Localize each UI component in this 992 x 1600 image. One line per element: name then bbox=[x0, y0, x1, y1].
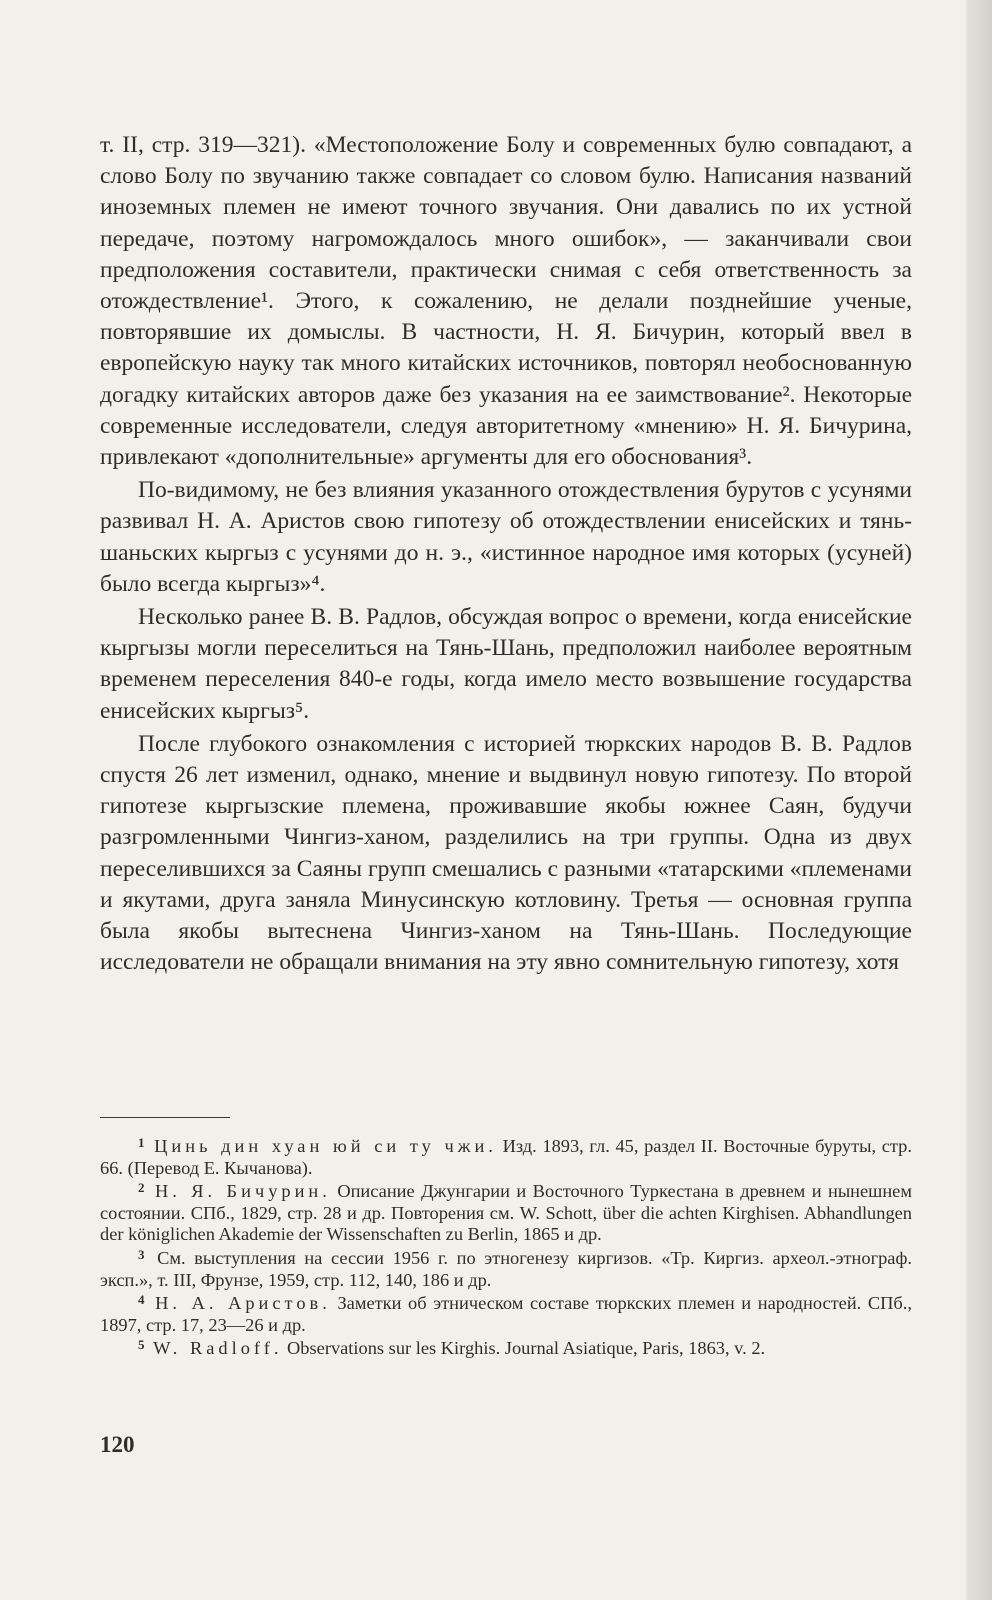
footnote-text: Описание Джунгарии и Восточного Туркестана в древнем и нынешнем состоянии. СПб., 1829, стр. 28 и др. Повторения см. W. Schott, über die achten Kirghisen. Abhandlungen der königlichen Akademie der Wissenschaften zu Berlin, 1865 и др. bbox=[100, 1181, 912, 1245]
page-edge-shadow bbox=[966, 0, 992, 1600]
main-text bbox=[100, 130, 912, 980]
footnote-1 bbox=[100, 1136, 912, 1179]
footnote-text: Observations sur les Kirghis. Journal Asiatique, Paris, 1863, v. 2. bbox=[287, 1338, 766, 1359]
footnote-author: Н. Я. Бичурин. bbox=[154, 1181, 331, 1202]
footnote-author: W. Radloff. bbox=[153, 1338, 283, 1359]
footnote-5 bbox=[100, 1338, 912, 1360]
footnote-number: 2 bbox=[138, 1180, 145, 1196]
paragraph-2: По-видимому, не без влияния указанного отождествления бурутов с усунями развивал Н. А. Аристов свою гипотезу об отождествлении енисейских и тянь-шаньских кыргыз с усунями до н. э., «истинное народное имя которых (усуней) было всегда кыргыз»⁴. bbox=[100, 477, 912, 597]
paragraph-1: т. II, стр. 319—321). «Местоположение Болу и современных булю совпадают, а слово Болу по звучанию также совпадает со словом булю. Написания названий иноземных племен не имеют точного звучания. Они давались по их устной передаче, поэтому нагромождалось много ошибок», — заканчивали свои предположения составители, практически снимая с себя ответственность за отождествление¹. Этого, к сожалению, не делали позднейшие ученые, повторявшие их домыслы. В частности, Н. Я. Бичурин, который ввел в европейскую науку так много китайских источников, повторял необоснованную догадку китайских авторов даже без указания на ее заимствование². Некоторые современные исследователи, следуя авторитетному «мнению» Н. Я. Бичурина, привлекают «дополнительные» аргументы для его обоснования³. bbox=[100, 132, 912, 471]
footnote-4 bbox=[100, 1293, 912, 1336]
footnote-text: См. выступления на сессии 1956 г. по этногенезу киргизов. «Тр. Киргиз. археол.-этнограф. эксп.», т. III, Фрунзе, 1959, стр. 112, 140, 186 и др. bbox=[100, 1247, 912, 1290]
footnote-number: 5 bbox=[138, 1337, 145, 1353]
footnote-number: 3 bbox=[138, 1246, 145, 1262]
paragraph-3: Несколько ранее В. В. Радлов, обсуждая вопрос о времени, когда енисейские кыргызы могли переселиться на Тянь-Шань, предположил наиболее вероятным временем переселения 840-е годы, когда имело место возвышение государства енисейских кыргыз⁵. bbox=[100, 604, 912, 724]
footnote-text: Заметки об этническом составе тюркских племен и народностей. СПб., 1897, стр. 17, 23—26 и др. bbox=[100, 1293, 912, 1335]
footnote-author: Цинь дин хуан юй си ту чжи. bbox=[154, 1136, 497, 1156]
footnote-author: Н. А. Аристов. bbox=[155, 1293, 331, 1314]
footnote-divider bbox=[100, 1117, 230, 1118]
footnotes bbox=[100, 1136, 912, 1362]
footnote-text: Изд. 1893, гл. 45, раздел II. Восточные буруты, стр. 66. (Перевод Е. Кычанова). bbox=[100, 1136, 912, 1178]
footnote-3 bbox=[100, 1248, 912, 1291]
paragraph-4: После глубокого ознакомления с историей тюркских народов В. В. Радлов спустя 26 лет изменил, однако, мнение и выдвинул новую гипотезу. По второй гипотезе кыргызские племена, проживавшие якобы южнее Саян, будучи разгромленными Чингиз-ханом, разделились на три группы. Одна из двух переселившихся за Саяны групп смешались с разными «татарскими «племенами и якутами, друга заняла Минусинскую котловину. Третья — основная группа была якобы вытеснена Чингиз-ханом на Тянь-Шань. Последующие исследователи не обращали внимания на эту явно сомнительную гипотезу, хотя bbox=[100, 730, 912, 976]
footnote-2 bbox=[100, 1181, 912, 1246]
page-number: 120 bbox=[100, 1432, 135, 1457]
footnote-number: 1 bbox=[138, 1135, 145, 1150]
footnote-number: 4 bbox=[138, 1292, 145, 1308]
